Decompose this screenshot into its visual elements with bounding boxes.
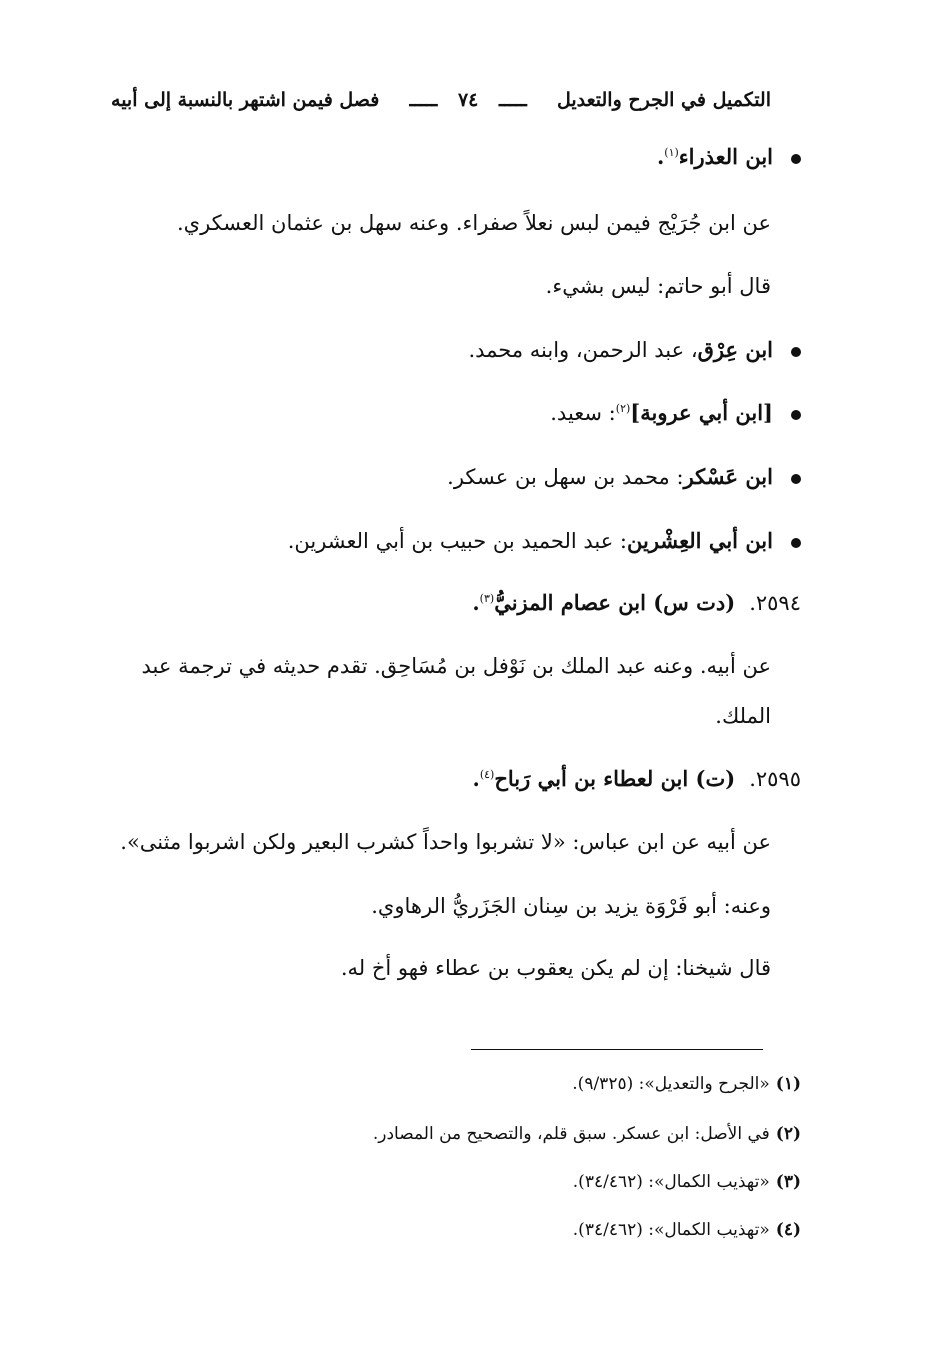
entry-end: .	[472, 766, 480, 791]
entry-ibn-abi-alishrin	[288, 525, 801, 557]
footnote-number: (٣)	[775, 1172, 801, 1192]
entry-ibn-abi-aruba	[550, 397, 801, 429]
entry-rest: : عبد الحميد بن حبيب بن أبي العشرين.	[287, 529, 627, 553]
entry-rest: : محمد بن سهل بن عسكر.	[447, 465, 684, 489]
entry-name: (دت س) ابن عصام المزنيُّ	[494, 590, 736, 615]
footnote-text: «الجرح والتعديل»: (٩/٣٢٥).	[572, 1074, 770, 1094]
footnote-text: في الأصل: ابن عسكر. سبق قلم، والتصحيح من المصادر.	[372, 1124, 770, 1144]
header-chapter-title: فصل فيمن اشتهر بالنسبة إلى أبيه	[111, 89, 380, 111]
entry-ibn-irq	[468, 334, 801, 366]
footnote-ref: (٣)	[479, 592, 495, 605]
entry-name: [ابن أبي عروبة]	[630, 400, 773, 425]
entry-text: قال أبو حاتم: ليس بشيء.	[545, 274, 771, 298]
footnote-ref: (٢)	[615, 402, 631, 415]
footnote	[572, 1071, 801, 1097]
bullet-icon	[791, 538, 801, 548]
entry-name: ابن العذراء	[678, 144, 773, 169]
entry-rest: : سعيد.	[550, 401, 616, 425]
entry-text: وعنه: أبو فَرْوَة يزيد بن سِنان الجَزَريُّ الرهاوي.	[371, 894, 771, 918]
entry-name: ابن عَسْكر	[683, 464, 773, 489]
entry-ibn-askar	[447, 461, 801, 493]
entry-name: ابن أبي العِشْرين	[627, 528, 773, 553]
footnote	[573, 1217, 801, 1243]
header-separator: ـــــ	[409, 89, 438, 111]
footnote-number: (١)	[775, 1074, 801, 1094]
entry-text: عن أبيه عن ابن عباس: «لا تشربوا واحداً كشرب البعير ولكن اشربوا مثنى».	[120, 830, 771, 854]
entry-text: الملك.	[715, 704, 771, 728]
bullet-icon	[791, 347, 801, 357]
footnote-ref: (٤)	[479, 768, 495, 781]
bullet-icon	[791, 474, 801, 484]
footnote-divider	[471, 1049, 763, 1050]
footnote-text: «تهذيب الكمال»: (٣٤/٤٦٢).	[572, 1220, 770, 1240]
footnote-ref: (١)	[664, 146, 679, 159]
entry-number: ٢٥٩٥.	[749, 767, 801, 791]
footnote-number: (٤)	[775, 1220, 801, 1240]
footnote-number: (٢)	[775, 1124, 801, 1144]
entry-rest: ، عبد الرحمن، وابنه محمد.	[468, 338, 698, 362]
entry-2594	[472, 587, 801, 619]
entry-name: (ت) ابن لعطاء بن أبي رَباح	[494, 766, 736, 791]
entry-end: .	[472, 590, 480, 615]
entry-name: ابن عِرْق	[697, 337, 773, 362]
footnote-text: «تهذيب الكمال»: (٣٤/٤٦٢).	[572, 1172, 770, 1192]
entry-end: .	[656, 144, 665, 169]
page-number: ٧٤	[457, 89, 479, 111]
entry-text: عن أبيه. وعنه عبد الملك بن نَوْفل بن مُسَاحِق. تقدم حديثه في ترجمة عبد	[141, 654, 771, 678]
bullet-icon	[791, 154, 801, 164]
entry-text: عن ابن جُرَيْج فيمن لبس نعلاً صفراء. وعنه سهل بن عثمان العسكري.	[176, 211, 771, 235]
footnote	[373, 1121, 801, 1147]
entry-number: ٢٥٩٤.	[749, 591, 801, 615]
entry-text: قال شيخنا: إن لم يكن يعقوب بن عطاء فهو أخ له.	[340, 956, 771, 980]
header-separator: ـــــ	[498, 89, 527, 111]
bullet-icon	[791, 410, 801, 420]
footnote	[573, 1169, 801, 1195]
entry-ibn-aladhra	[657, 141, 801, 173]
header-book-title: التكميل في الجرح والتعديل	[556, 89, 771, 111]
entry-2595	[473, 763, 801, 795]
running-header	[111, 80, 771, 120]
